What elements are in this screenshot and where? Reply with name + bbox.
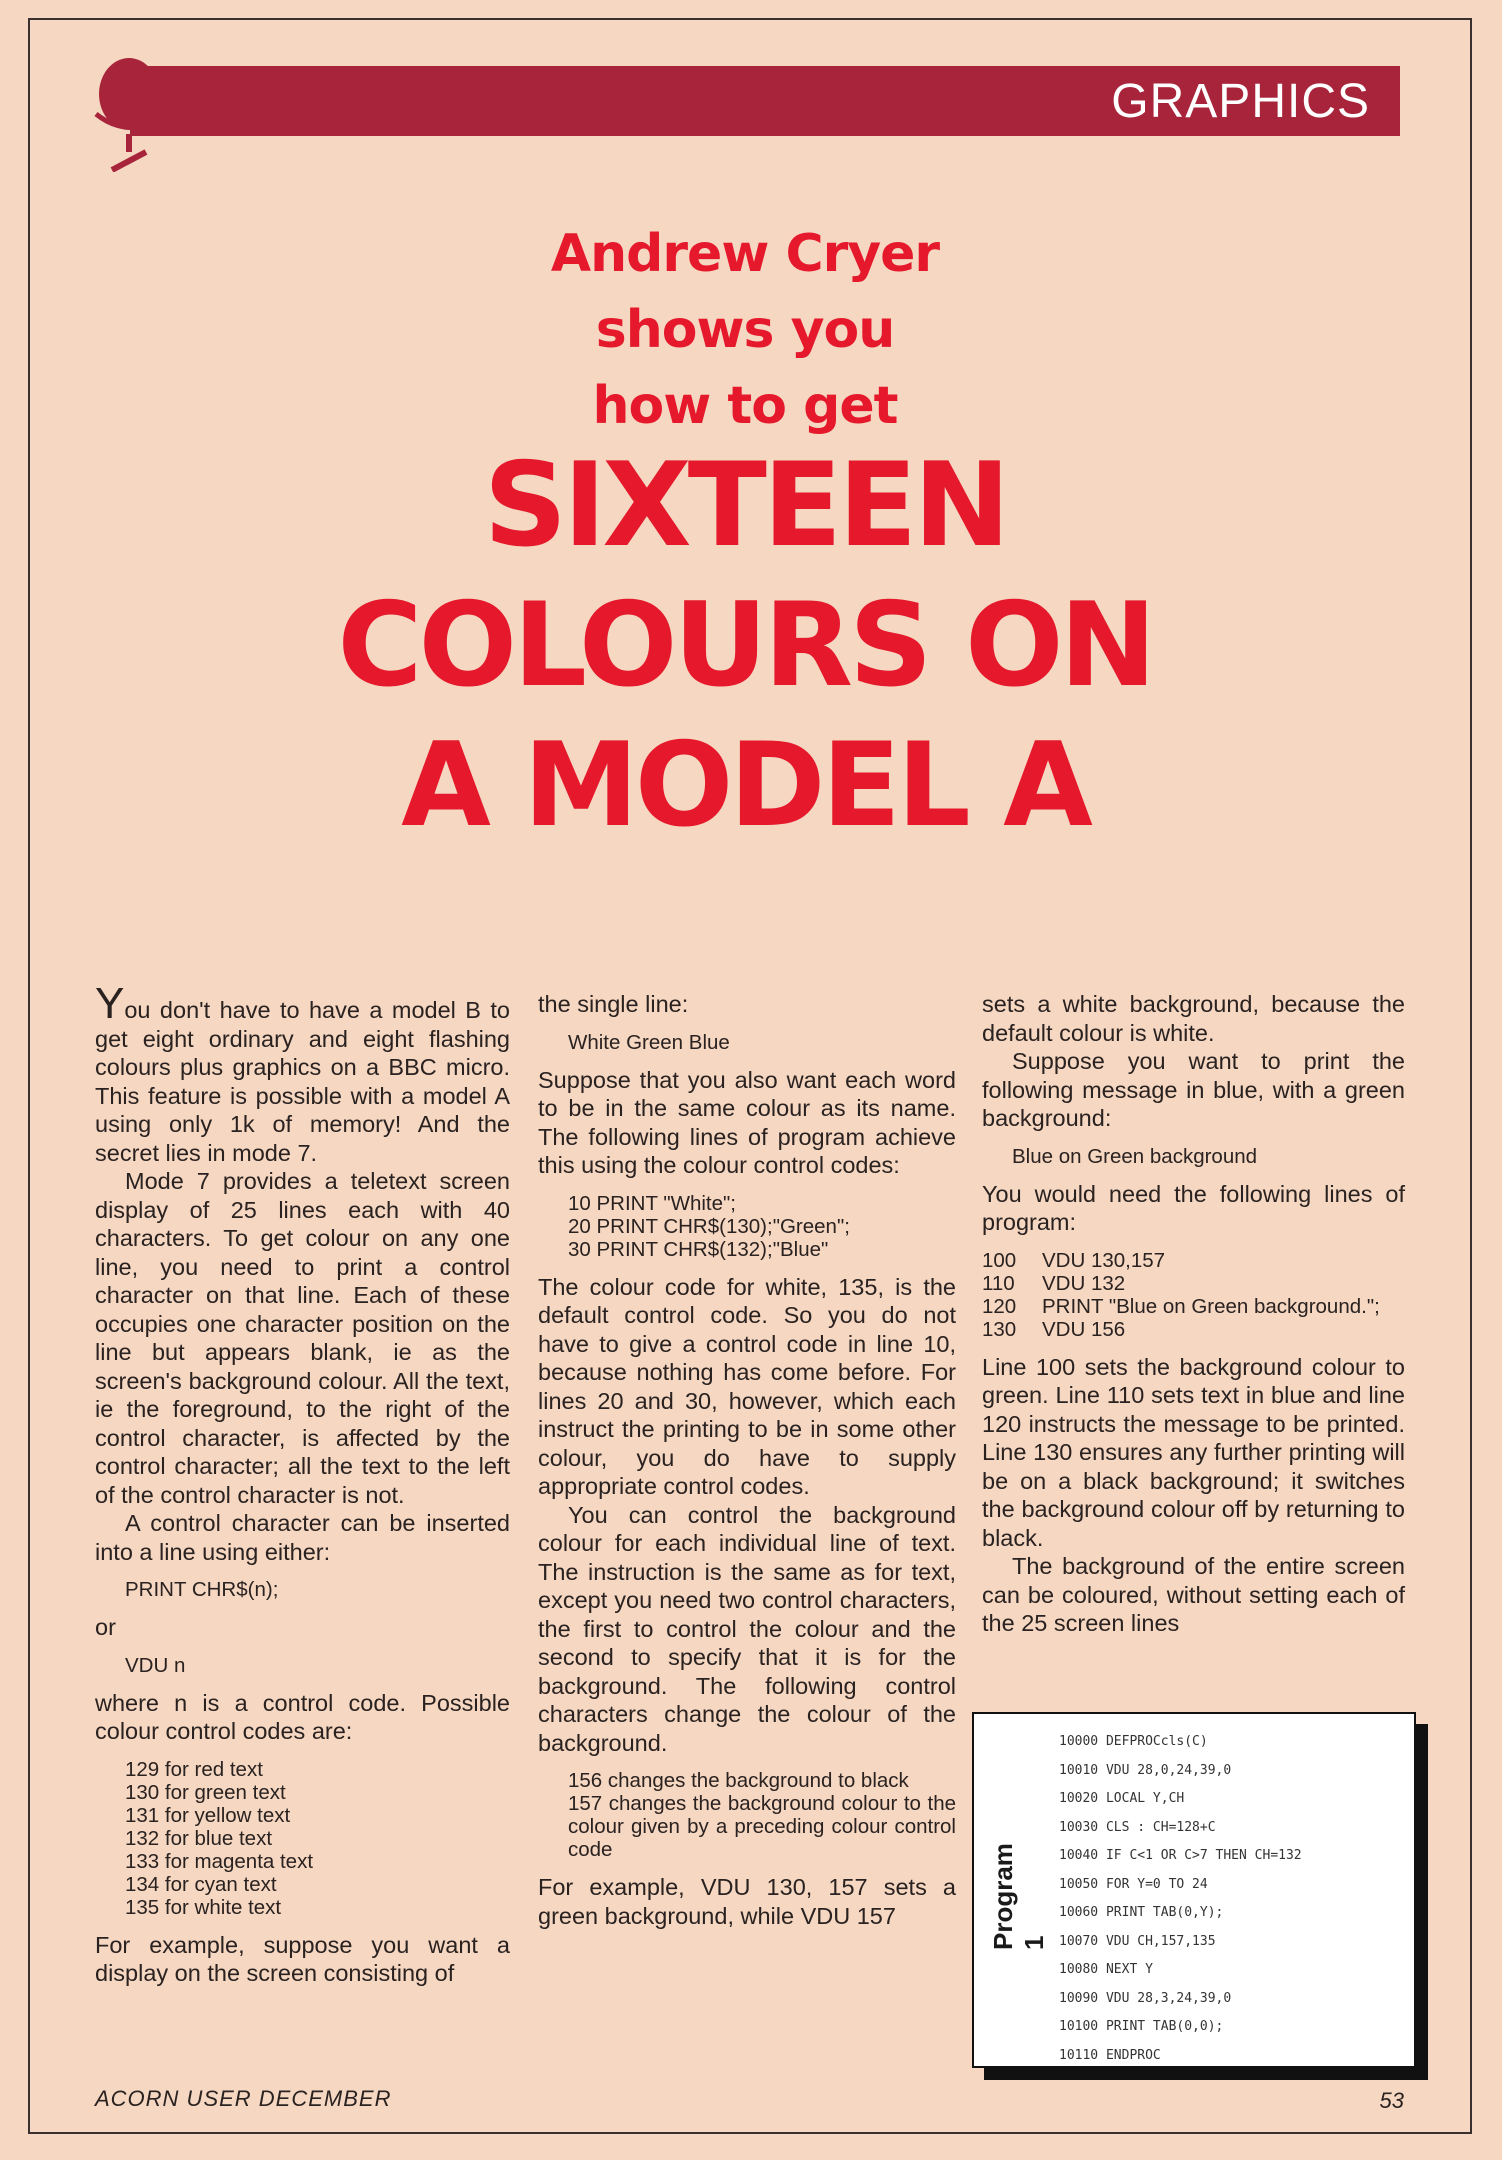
list-item: 131 for yellow text — [125, 1803, 291, 1827]
intro-paragraph: You don't have to have a model B to get eight ordinary and eight flashing colours plus graphics on a BBC micro. This feature is possible with a model A using only 1k of memory! And the secret lies in mode 7. — [95, 979, 510, 1166]
program-label: Program 1 — [988, 1843, 1049, 1950]
code-line: 10020 LOCAL Y,CH — [1059, 1791, 1185, 1806]
code-line: 10010 VDU 28,0,24,39,0 — [1059, 1762, 1232, 1778]
code-line: 10080 NEXT Y — [1059, 1962, 1153, 1977]
list-item: 130 for green text — [125, 1780, 286, 1804]
title-line-2: COLOURS ON — [337, 578, 1153, 713]
code-list — [568, 1192, 956, 1261]
title-line-1: SIXTEEN — [483, 438, 1007, 573]
paragraph: You can control the background colour for each individual line of text. The instruction is the same as for text, except you need two control characters, the first to control the colour and the second to specify that it is for the background. The following control characters change the colour of the background. — [538, 1501, 956, 1756]
title-line-3: A MODEL A — [401, 718, 1089, 853]
paragraph: where n is a control code. Possible colour control codes are: — [95, 1689, 510, 1744]
paragraph: The colour code for white, 135, is the default control code. So you do not have to give a control code in line 10, because nothing has come before. For lines 20 and 30, however, which each instruct the printing to be in some other colour, you do have to supply appropriate control codes. — [538, 1273, 956, 1499]
paragraph: Suppose that you also want each word to be in the same colour as its name. The following lines of program achieve this using the colour control codes: — [538, 1066, 956, 1178]
section-banner — [130, 66, 1400, 136]
code-snippet: White Green Blue — [568, 1030, 730, 1054]
paragraph: or — [95, 1614, 116, 1640]
paragraph: the single line: — [538, 991, 689, 1017]
byline-line-3: how to get — [592, 376, 898, 436]
paragraph: Line 100 sets the background colour to green. Line 110 sets text in blue and line 120 instructs the message to be printed. Line 130 ensures any further printing will be on a black background; it switches the background colour off by returning to black. — [982, 1353, 1405, 1551]
list-item: 10 PRINT "White"; — [568, 1191, 736, 1215]
list-item: 20 PRINT CHR$(130);"Green"; — [568, 1214, 850, 1238]
byline-line-1: Andrew Cryer — [550, 224, 940, 284]
paragraph: A control character can be inserted into a line using either: — [95, 1510, 510, 1565]
paragraph: For example, suppose you want a display on the screen consisting of — [95, 1931, 510, 1986]
code-line: 10000 DEFPROCcls(C) — [1059, 1734, 1208, 1749]
list-item: 134 for cyan text — [125, 1872, 277, 1896]
list-item: 120 PRINT "Blue on Green background."; — [982, 1294, 1380, 1318]
paragraph: For example, VDU 130, 157 sets a green background, while VDU 157 — [538, 1874, 956, 1929]
paragraph: Suppose you want to print the following message in blue, with a green background: — [982, 1048, 1405, 1131]
list-item: 157 changes the background colour to the colour given by a preceding colour control code — [568, 1792, 956, 1861]
byline-line-2: shows you — [595, 300, 895, 360]
code-line: 10030 CLS : CH=128+C — [1059, 1819, 1216, 1835]
code-list — [125, 1758, 510, 1919]
article-column-1 — [95, 979, 510, 1988]
section-title: GRAPHICS — [1111, 75, 1370, 128]
list-item: 129 for red text — [125, 1757, 263, 1781]
drop-cap: Y — [95, 979, 125, 1028]
article-column-3 — [982, 990, 1405, 1638]
list-item: 110 VDU 132 — [982, 1271, 1126, 1295]
code-snippet: PRINT CHR$(n); — [125, 1578, 279, 1601]
code-snippet: Blue on Green background — [1012, 1144, 1258, 1168]
list-item: 30 PRINT CHR$(132);"Blue" — [568, 1237, 829, 1261]
paragraph: You would need the following lines of program: — [982, 1180, 1405, 1235]
paragraph: The background of the entire screen can be coloured, without setting each of the 25 screen lines — [982, 1553, 1405, 1636]
code-line: 10060 PRINT TAB(0,Y); — [1059, 1905, 1224, 1920]
list-item: 133 for magenta text — [125, 1849, 314, 1873]
code-line: 10090 VDU 28,3,24,39,0 — [1059, 1990, 1232, 2006]
paragraph: sets a white background, because the default colour is white. — [982, 991, 1405, 1046]
program-code — [1059, 1728, 1302, 2070]
article-column-2 — [538, 990, 956, 1930]
code-line: 10070 VDU CH,157,135 — [1059, 1933, 1216, 1949]
footer-publication: ACORN USER DECEMBER — [95, 2086, 392, 2111]
program-listing — [972, 1712, 1416, 2068]
paragraph: Mode 7 provides a teletext screen display of 25 lines each with 40 characters. To get colour on any one line, you need to print a control character on that line. Each of these occupies one character position on the line but appears blank, ie as the screen's background colour. All the text, ie the foreground, to the right of the control character, is affected by the control character; all the text to the left of the control character is not. — [95, 1168, 510, 1508]
list-item: 156 changes the background to black — [568, 1769, 909, 1792]
code-list — [568, 1769, 956, 1861]
list-item: 135 for white text — [125, 1895, 282, 1919]
code-line: 10050 FOR Y=0 TO 24 — [1059, 1876, 1208, 1892]
page-number: 53 — [1379, 2088, 1404, 2113]
code-list — [982, 1249, 1405, 1341]
list-item: 100 VDU 130,157 — [982, 1248, 1166, 1272]
code-line: 10100 PRINT TAB(0,0); — [1059, 2019, 1224, 2034]
code-line: 10110 ENDPROC — [1059, 2047, 1161, 2063]
code-line: 10040 IF C<1 OR C>7 THEN CH=132 — [1059, 1848, 1302, 1863]
list-item: 132 for blue text — [125, 1826, 273, 1850]
code-snippet: VDU n — [125, 1653, 186, 1677]
list-item: 130 VDU 156 — [982, 1317, 1126, 1341]
